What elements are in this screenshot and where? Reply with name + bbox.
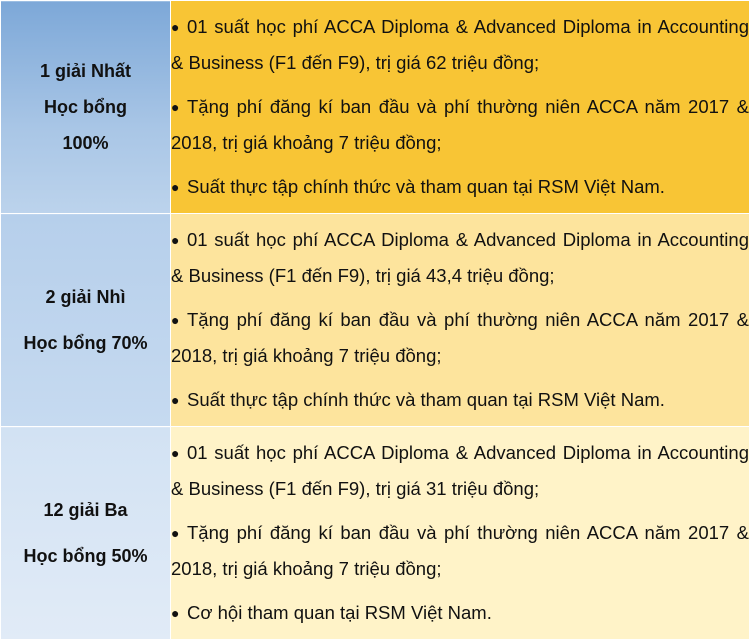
benefit-text: Suất thực tập chính thức và tham quan tại RSM Việt Nam.	[187, 176, 665, 197]
benefit-item	[171, 515, 749, 587]
benefits-cell	[171, 214, 750, 427]
benefit-item	[171, 89, 749, 161]
bullet-icon: ●	[171, 312, 180, 328]
bullet-icon: ●	[171, 232, 180, 248]
prize-title: 1 giải Nhất	[39, 61, 132, 81]
prize-title: 12 giải Ba	[43, 500, 128, 520]
bullet-icon: ●	[171, 525, 180, 541]
bullet-icon: ●	[171, 99, 180, 115]
benefit-text: 01 suất học phí ACCA Diploma & Advanced Diploma in Accounting & Business (F1 đến F9), trị giá 31 triệu đồng;	[171, 442, 749, 499]
prize-cell	[1, 1, 171, 214]
benefit-text: Suất thực tập chính thức và tham quan tại RSM Việt Nam.	[187, 389, 665, 410]
scholarship-label: Học bổng 50%	[23, 546, 148, 566]
scholarship-label: Học bổng	[44, 97, 127, 117]
award-row-second	[1, 214, 750, 427]
benefit-item	[171, 169, 749, 205]
bullet-icon: ●	[171, 19, 180, 35]
benefit-text: Tặng phí đăng kí ban đầu và phí thường niên ACCA năm 2017 & 2018, trị giá khoảng 7 triệu đồng;	[171, 309, 749, 366]
bullet-icon: ●	[171, 179, 180, 195]
benefits-cell	[171, 427, 750, 640]
prize-title: 2 giải Nhì	[45, 287, 126, 307]
prize-cell	[1, 427, 171, 640]
scholarship-percent: 100%	[62, 133, 109, 153]
award-row-first	[1, 1, 750, 214]
bullet-icon: ●	[171, 605, 180, 621]
prize-cell	[1, 214, 171, 427]
bullet-icon: ●	[171, 445, 180, 461]
bullet-icon: ●	[171, 392, 180, 408]
benefit-text: 01 suất học phí ACCA Diploma & Advanced Diploma in Accounting & Business (F1 đến F9), trị giá 43,4 triệu đồng;	[171, 229, 749, 286]
benefit-text: Cơ hội tham quan tại RSM Việt Nam.	[187, 602, 492, 623]
benefit-text: 01 suất học phí ACCA Diploma & Advanced Diploma in Accounting & Business (F1 đến F9), trị giá 62 triệu đồng;	[171, 16, 749, 73]
benefits-cell	[171, 1, 750, 214]
scholarship-label: Học bổng 70%	[23, 333, 148, 353]
benefit-item	[171, 9, 749, 81]
benefit-item	[171, 435, 749, 507]
benefit-item	[171, 382, 749, 418]
benefit-text: Tặng phí đăng kí ban đầu và phí thường niên ACCA năm 2017 & 2018, trị giá khoảng 7 triệu đồng;	[171, 96, 749, 153]
benefit-item	[171, 222, 749, 294]
benefit-text: Tặng phí đăng kí ban đầu và phí thường niên ACCA năm 2017 & 2018, trị giá khoảng 7 triệu đồng;	[171, 522, 749, 579]
benefit-item	[171, 302, 749, 374]
benefit-item	[171, 595, 749, 631]
award-row-third	[1, 427, 750, 640]
